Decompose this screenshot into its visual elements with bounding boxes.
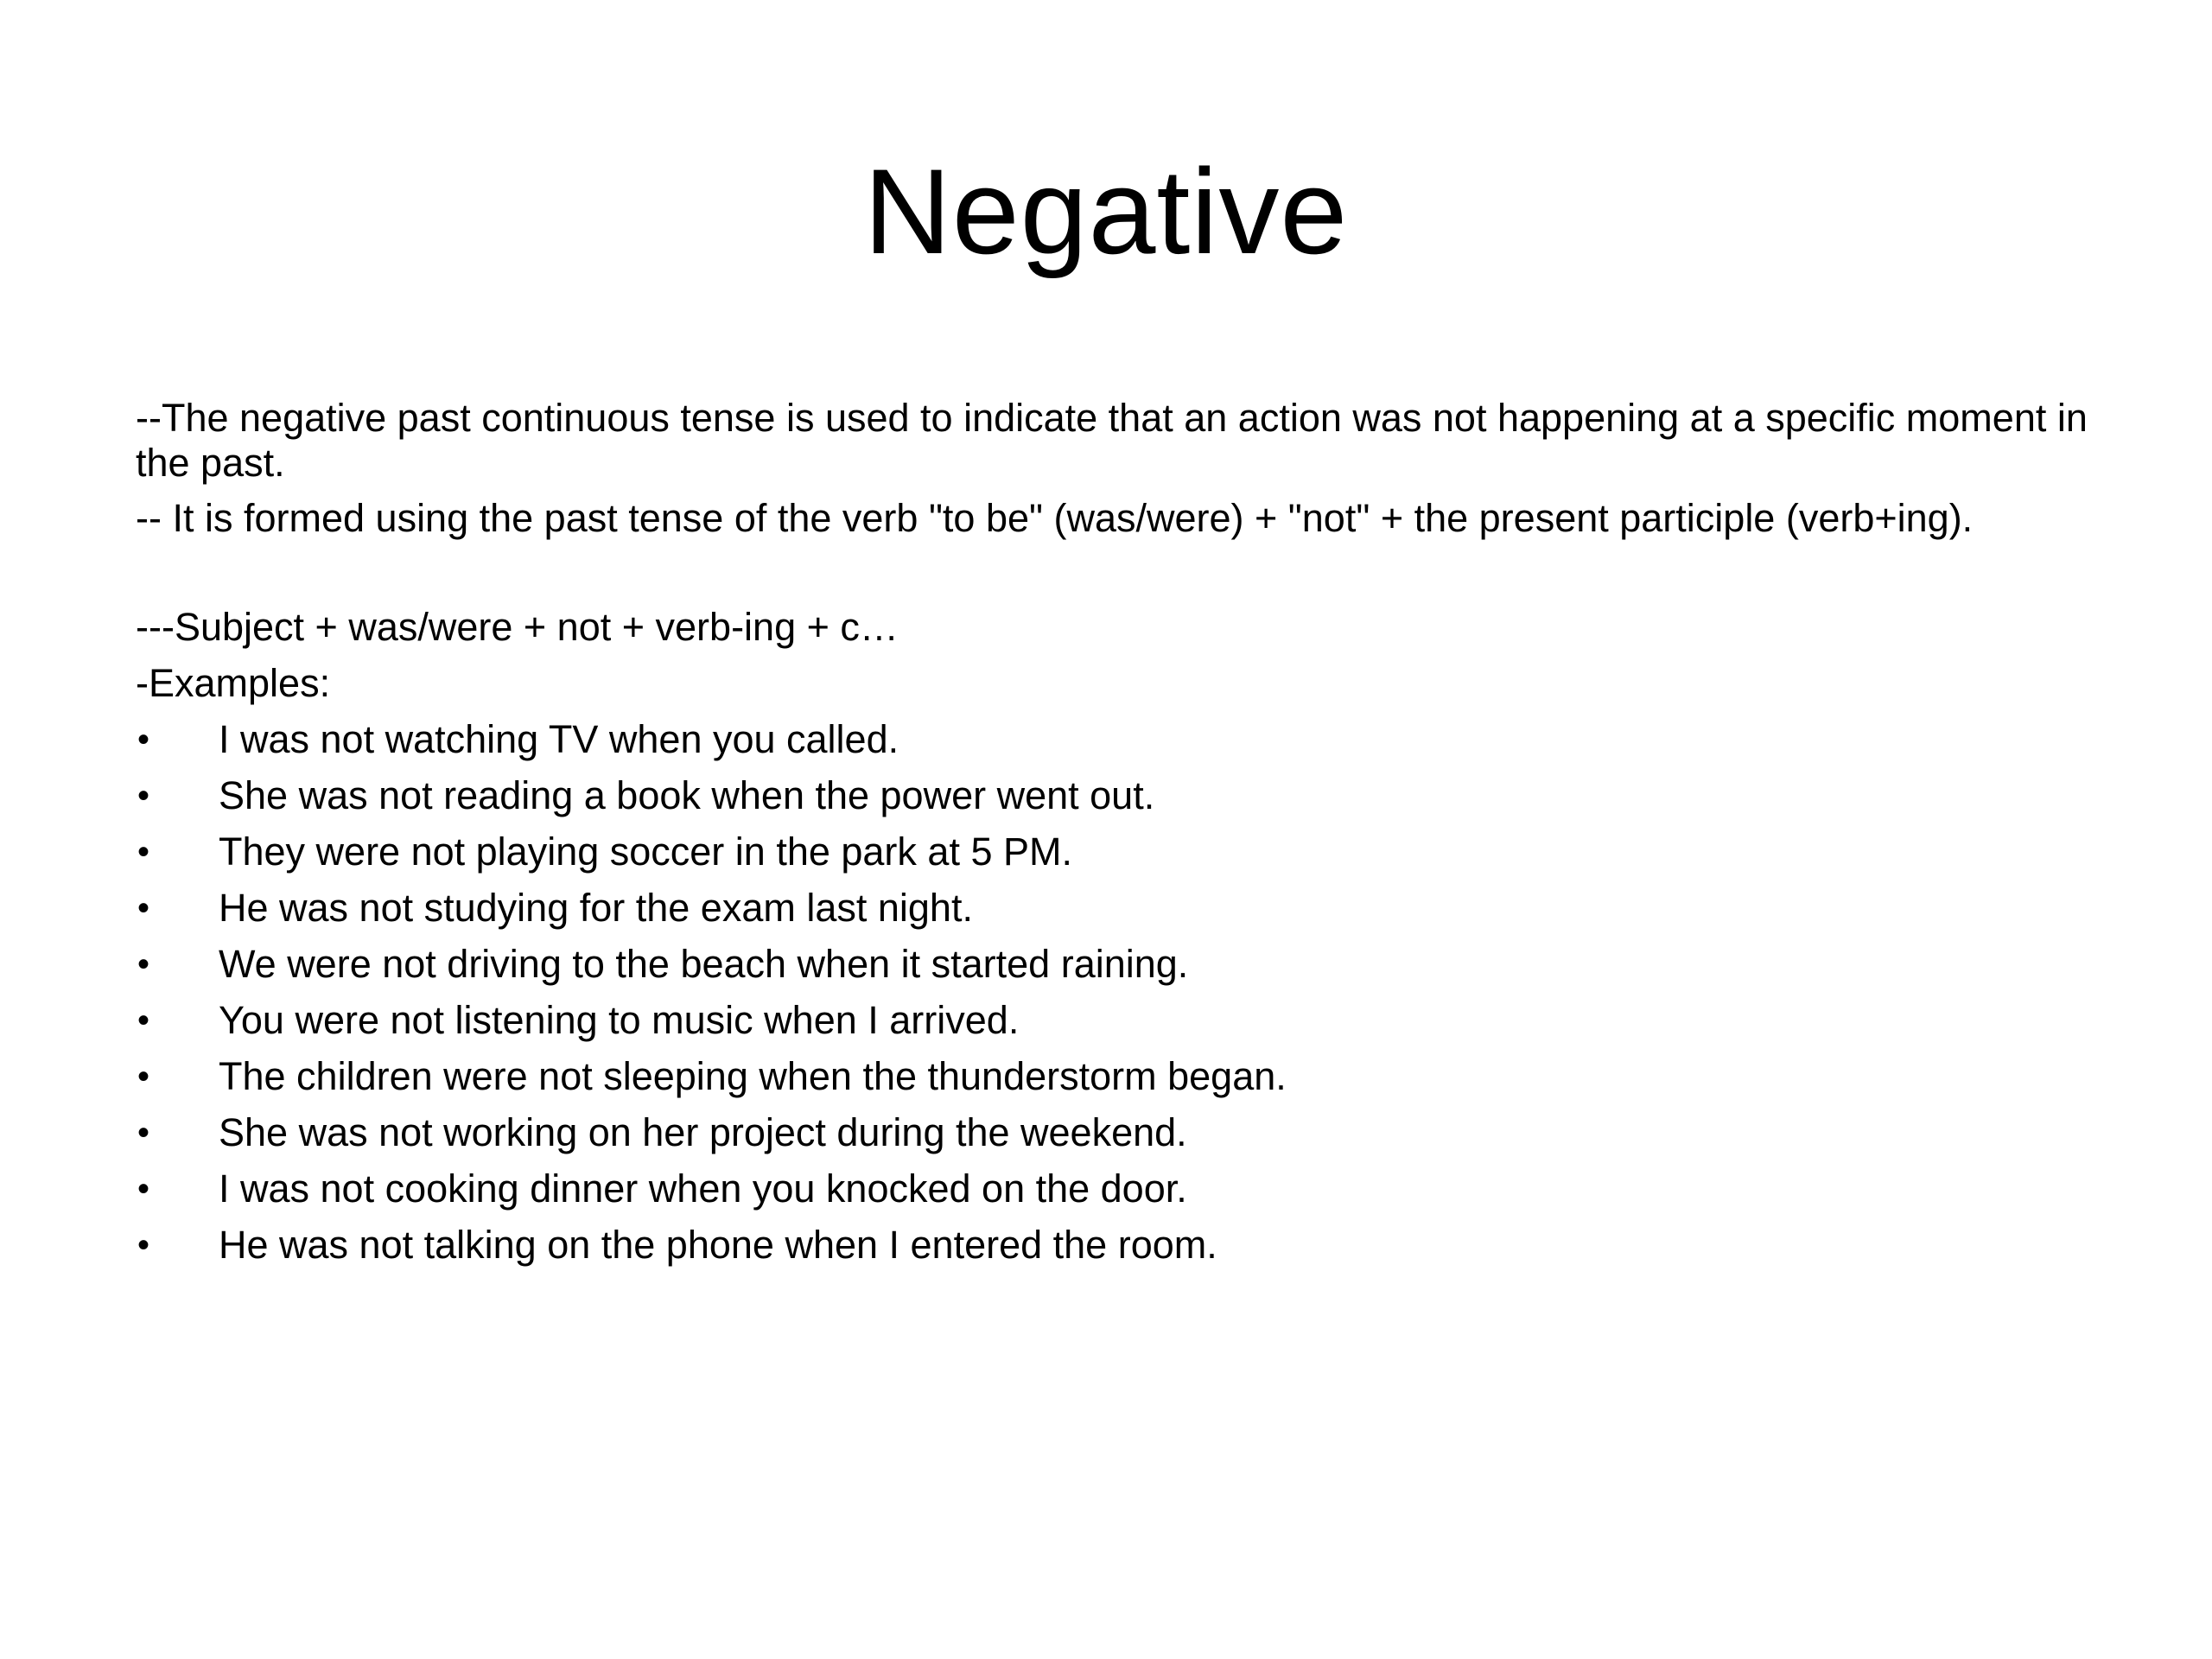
example-text: He was not talking on the phone when I entered the room. <box>219 1223 1217 1267</box>
bullet-icon: • <box>137 945 150 983</box>
examples-label: -Examples: <box>136 661 331 705</box>
list-item <box>136 942 2088 987</box>
bullet-icon: • <box>137 1058 150 1096</box>
example-text: She was not reading a book when the power went out. <box>219 773 1155 817</box>
bullet-icon: • <box>137 721 150 759</box>
example-text: They were not playing soccer in the park at 5 PM. <box>219 830 1072 874</box>
paragraph-definition: --The negative past continuous tense is used to indicate that an action was not happening at a specific moment in the past. <box>136 396 2088 485</box>
list-item <box>136 773 2088 818</box>
list-item <box>136 1166 2088 1211</box>
bullet-icon: • <box>137 889 150 927</box>
slide-body <box>136 396 2088 1279</box>
example-text: I was not cooking dinner when you knocked on the door. <box>219 1166 1187 1211</box>
list-item <box>136 830 2088 874</box>
spacer <box>136 551 2088 605</box>
list-item <box>136 998 2088 1043</box>
list-item <box>136 717 2088 762</box>
list-item <box>136 1223 2088 1268</box>
list-item <box>136 1110 2088 1155</box>
example-text: I was not watching TV when you called. <box>219 717 899 761</box>
example-text: The children were not sleeping when the thunderstorm began. <box>219 1054 1287 1098</box>
bullet-icon: • <box>137 777 150 815</box>
bullet-icon: • <box>137 1170 150 1208</box>
bullet-icon: • <box>137 1114 150 1152</box>
example-text: He was not studying for the exam last night. <box>219 886 973 930</box>
paragraph-formation: -- It is formed using the past tense of the verb "to be" (was/were) + "not" + the present participle (verb+ing). <box>136 496 1974 540</box>
example-text: She was not working on her project during the weekend. <box>219 1110 1187 1154</box>
examples-list <box>136 717 2088 1268</box>
bullet-icon: • <box>137 833 150 871</box>
example-text: You were not listening to music when I arrived. <box>219 998 1020 1042</box>
list-item <box>136 1054 2088 1099</box>
bullet-icon: • <box>137 1001 150 1039</box>
list-item <box>136 886 2088 931</box>
example-text: We were not driving to the beach when it started raining. <box>219 942 1189 986</box>
slide-title: Negative <box>863 143 1349 279</box>
formula-line: ---Subject + was/were + not + verb-ing + c… <box>136 605 899 649</box>
bullet-icon: • <box>137 1226 150 1264</box>
